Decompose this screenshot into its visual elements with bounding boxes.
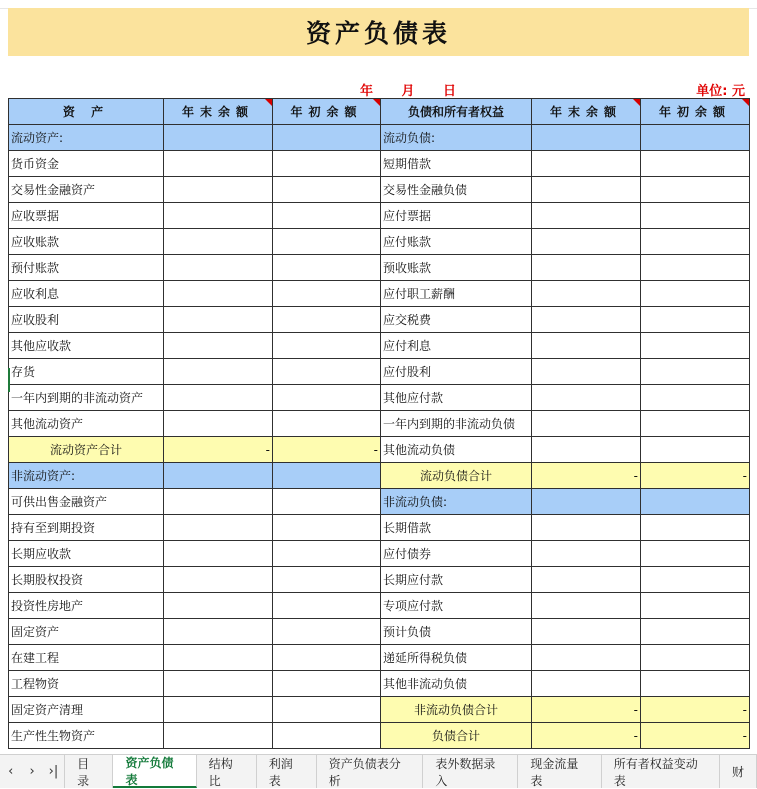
asset-label-cell[interactable]: 其他流动资产 bbox=[9, 411, 164, 437]
asset-begin-cell[interactable] bbox=[273, 359, 381, 385]
liability-end-cell[interactable] bbox=[532, 567, 641, 593]
asset-begin-cell[interactable] bbox=[273, 385, 381, 411]
liability-begin-cell[interactable] bbox=[641, 125, 750, 151]
liability-label-cell[interactable]: 递延所得税负债 bbox=[381, 645, 532, 671]
comment-indicator-icon[interactable] bbox=[633, 99, 640, 106]
asset-begin-cell[interactable] bbox=[273, 333, 381, 359]
asset-label-cell[interactable]: 应收账款 bbox=[9, 229, 164, 255]
liability-label-cell[interactable]: 应付股利 bbox=[381, 359, 532, 385]
asset-end-cell[interactable] bbox=[164, 255, 273, 281]
tab-overflow[interactable]: 财 bbox=[720, 755, 757, 788]
liability-end-cell[interactable] bbox=[532, 671, 641, 697]
liability-begin-cell[interactable] bbox=[641, 619, 750, 645]
liability-label-cell[interactable]: 其他应付款 bbox=[381, 385, 532, 411]
asset-end-cell[interactable] bbox=[164, 333, 273, 359]
liability-end-cell[interactable]: - bbox=[532, 723, 641, 749]
asset-end-cell[interactable] bbox=[164, 307, 273, 333]
table-row bbox=[9, 463, 750, 489]
asset-label-cell[interactable]: 预付账款 bbox=[9, 255, 164, 281]
asset-end-cell[interactable] bbox=[164, 697, 273, 723]
asset-end-cell[interactable] bbox=[164, 567, 273, 593]
sheet-tab-bar bbox=[0, 754, 757, 788]
liability-label-cell[interactable]: 长期应付款 bbox=[381, 567, 532, 593]
asset-label-cell[interactable]: 在建工程 bbox=[9, 645, 164, 671]
asset-label-cell[interactable]: 长期应收款 bbox=[9, 541, 164, 567]
liability-end-cell[interactable] bbox=[532, 593, 641, 619]
header-liability: 负债和所有者权益 bbox=[381, 99, 532, 125]
liability-begin-cell[interactable] bbox=[641, 489, 750, 515]
asset-begin-cell[interactable] bbox=[273, 723, 381, 749]
liability-end-cell[interactable] bbox=[532, 489, 641, 515]
liability-label-cell[interactable]: 非流动负债合计 bbox=[381, 697, 532, 723]
liability-label-cell[interactable]: 交易性金融负债 bbox=[381, 177, 532, 203]
asset-end-cell[interactable] bbox=[164, 645, 273, 671]
last-sheet-icon[interactable]: ›| bbox=[48, 764, 59, 779]
asset-end-cell[interactable] bbox=[164, 671, 273, 697]
asset-end-cell[interactable] bbox=[164, 359, 273, 385]
table-row bbox=[9, 281, 750, 307]
asset-end-cell[interactable] bbox=[164, 489, 273, 515]
table-row bbox=[9, 203, 750, 229]
liability-label-cell[interactable]: 专项应付款 bbox=[381, 593, 532, 619]
asset-label-cell[interactable]: 交易性金融资产 bbox=[9, 177, 164, 203]
tab-equity-changes[interactable]: 所有者权益变动表 bbox=[602, 755, 720, 788]
liability-label-cell[interactable]: 其他非流动负债 bbox=[381, 671, 532, 697]
table-row bbox=[9, 151, 750, 177]
asset-begin-cell[interactable] bbox=[273, 619, 381, 645]
liability-end-cell[interactable] bbox=[532, 619, 641, 645]
tab-contents[interactable]: 目录 bbox=[64, 755, 113, 788]
liability-label-cell[interactable]: 应付账款 bbox=[381, 229, 532, 255]
liability-end-cell[interactable] bbox=[532, 541, 641, 567]
asset-begin-cell[interactable] bbox=[273, 671, 381, 697]
liability-begin-cell[interactable] bbox=[641, 671, 750, 697]
header-asset: 资 产 bbox=[9, 99, 164, 125]
asset-label-cell[interactable]: 一年内到期的非流动资产 bbox=[9, 385, 164, 411]
liability-end-cell[interactable] bbox=[532, 255, 641, 281]
asset-end-cell[interactable] bbox=[164, 203, 273, 229]
liability-end-cell[interactable] bbox=[532, 281, 641, 307]
liability-begin-cell[interactable] bbox=[641, 645, 750, 671]
liability-begin-cell[interactable]: - bbox=[641, 697, 750, 723]
asset-label-cell[interactable]: 可供出售金融资产 bbox=[9, 489, 164, 515]
asset-label-cell[interactable]: 长期股权投资 bbox=[9, 567, 164, 593]
asset-label-cell[interactable]: 固定资产清理 bbox=[9, 697, 164, 723]
liability-label-cell[interactable]: 预收账款 bbox=[381, 255, 532, 281]
liability-end-cell[interactable]: - bbox=[532, 697, 641, 723]
asset-label-cell[interactable]: 工程物资 bbox=[9, 671, 164, 697]
table-row bbox=[9, 385, 750, 411]
liability-end-cell[interactable] bbox=[532, 359, 641, 385]
asset-label-cell[interactable]: 生产性生物资产 bbox=[9, 723, 164, 749]
tab-balance-sheet[interactable]: 资产负债表 bbox=[113, 755, 196, 788]
asset-label-cell[interactable]: 应收利息 bbox=[9, 281, 164, 307]
header-begin-balance: 年初余额 bbox=[273, 99, 381, 125]
asset-label-cell[interactable]: 存货 bbox=[9, 359, 164, 385]
liability-begin-cell[interactable] bbox=[641, 203, 750, 229]
liability-begin-cell[interactable] bbox=[641, 307, 750, 333]
spreadsheet-area[interactable] bbox=[0, 8, 757, 754]
asset-end-cell[interactable]: - bbox=[164, 437, 273, 463]
liability-end-cell[interactable] bbox=[532, 333, 641, 359]
liability-begin-cell[interactable] bbox=[641, 359, 750, 385]
asset-begin-cell[interactable] bbox=[273, 177, 381, 203]
sheet-title: 资产负债表 bbox=[8, 8, 749, 56]
liability-begin-cell[interactable] bbox=[641, 177, 750, 203]
liability-label-cell[interactable]: 流动负债合计 bbox=[381, 463, 532, 489]
liability-end-cell[interactable] bbox=[532, 151, 641, 177]
asset-end-cell[interactable] bbox=[164, 515, 273, 541]
asset-begin-cell[interactable] bbox=[273, 515, 381, 541]
asset-label-cell[interactable]: 持有至到期投资 bbox=[9, 515, 164, 541]
balance-sheet-table bbox=[8, 98, 750, 749]
liability-begin-cell[interactable] bbox=[641, 515, 750, 541]
liability-begin-cell[interactable] bbox=[641, 229, 750, 255]
asset-end-cell[interactable] bbox=[164, 463, 273, 489]
liability-begin-cell[interactable] bbox=[641, 437, 750, 463]
table-row bbox=[9, 255, 750, 281]
table-row bbox=[9, 671, 750, 697]
liability-label-cell[interactable]: 其他流动负债 bbox=[381, 437, 532, 463]
liability-label-cell[interactable]: 应付债券 bbox=[381, 541, 532, 567]
asset-end-cell[interactable] bbox=[164, 229, 273, 255]
asset-end-cell[interactable] bbox=[164, 281, 273, 307]
next-sheet-icon[interactable]: › bbox=[29, 764, 35, 779]
asset-begin-cell[interactable] bbox=[273, 411, 381, 437]
table-row bbox=[9, 593, 750, 619]
asset-begin-cell[interactable] bbox=[273, 281, 381, 307]
liability-end-cell[interactable] bbox=[532, 203, 641, 229]
comment-indicator-icon[interactable] bbox=[265, 99, 272, 106]
active-cell-indicator bbox=[8, 368, 10, 392]
asset-end-cell[interactable] bbox=[164, 385, 273, 411]
asset-begin-cell[interactable] bbox=[273, 307, 381, 333]
asset-begin-cell[interactable] bbox=[273, 489, 381, 515]
tab-balance-analysis[interactable]: 资产负债表分析 bbox=[317, 755, 424, 788]
asset-label-cell[interactable]: 流动资产: bbox=[9, 125, 164, 151]
table-row bbox=[9, 567, 750, 593]
date-label: 年 月 日 bbox=[360, 84, 469, 99]
asset-begin-cell[interactable] bbox=[273, 203, 381, 229]
asset-begin-cell[interactable] bbox=[273, 255, 381, 281]
liability-end-cell[interactable] bbox=[532, 229, 641, 255]
asset-begin-cell[interactable] bbox=[273, 567, 381, 593]
header-begin-balance-2: 年初余额 bbox=[641, 99, 750, 125]
liability-end-cell[interactable] bbox=[532, 385, 641, 411]
asset-begin-cell[interactable] bbox=[273, 645, 381, 671]
header-end-balance-2: 年末余额 bbox=[532, 99, 641, 125]
table-row bbox=[9, 125, 750, 151]
asset-end-cell[interactable] bbox=[164, 723, 273, 749]
asset-label-cell[interactable]: 固定资产 bbox=[9, 619, 164, 645]
asset-label-cell[interactable]: 应收股利 bbox=[9, 307, 164, 333]
liability-begin-cell[interactable] bbox=[641, 411, 750, 437]
table-row bbox=[9, 697, 750, 723]
liability-label-cell[interactable]: 应交税费 bbox=[381, 307, 532, 333]
table-row bbox=[9, 541, 750, 567]
asset-label-cell[interactable]: 应收票据 bbox=[9, 203, 164, 229]
liability-label-cell[interactable]: 应付利息 bbox=[381, 333, 532, 359]
liability-end-cell[interactable] bbox=[532, 125, 641, 151]
table-row bbox=[9, 359, 750, 385]
comment-indicator-icon[interactable] bbox=[373, 99, 380, 106]
asset-label-cell[interactable]: 其他应收款 bbox=[9, 333, 164, 359]
liability-label-cell[interactable]: 一年内到期的非流动负债 bbox=[381, 411, 532, 437]
liability-label-cell[interactable]: 负债合计 bbox=[381, 723, 532, 749]
tab-cash-flow[interactable]: 现金流量表 bbox=[518, 755, 601, 788]
asset-label-cell[interactable]: 流动资产合计 bbox=[9, 437, 164, 463]
table-row bbox=[9, 437, 750, 463]
table-row bbox=[9, 333, 750, 359]
asset-end-cell[interactable] bbox=[164, 541, 273, 567]
comment-indicator-icon[interactable] bbox=[742, 99, 749, 106]
asset-begin-cell[interactable] bbox=[273, 229, 381, 255]
asset-label-cell[interactable]: 货币资金 bbox=[9, 151, 164, 177]
asset-end-cell[interactable] bbox=[164, 593, 273, 619]
asset-label-cell[interactable]: 投资性房地产 bbox=[9, 593, 164, 619]
liability-label-cell[interactable]: 短期借款 bbox=[381, 151, 532, 177]
liability-begin-cell[interactable] bbox=[641, 567, 750, 593]
asset-begin-cell[interactable] bbox=[273, 541, 381, 567]
liability-label-cell[interactable]: 长期借款 bbox=[381, 515, 532, 541]
asset-begin-cell[interactable] bbox=[273, 125, 381, 151]
liability-begin-cell[interactable] bbox=[641, 255, 750, 281]
liability-label-cell[interactable]: 流动负债: bbox=[381, 125, 532, 151]
liability-end-cell[interactable]: - bbox=[532, 463, 641, 489]
table-row bbox=[9, 723, 750, 749]
asset-begin-cell[interactable] bbox=[273, 151, 381, 177]
asset-end-cell[interactable] bbox=[164, 619, 273, 645]
unit-label: 单位: 元 bbox=[696, 84, 745, 99]
table-row bbox=[9, 489, 750, 515]
liability-end-cell[interactable] bbox=[532, 177, 641, 203]
liability-label-cell[interactable]: 应付票据 bbox=[381, 203, 532, 229]
liability-label-cell[interactable]: 预计负债 bbox=[381, 619, 532, 645]
tab-income-statement[interactable]: 利润表 bbox=[257, 755, 317, 788]
prev-sheet-icon[interactable]: ‹ bbox=[8, 764, 14, 779]
liability-end-cell[interactable] bbox=[532, 437, 641, 463]
asset-end-cell[interactable] bbox=[164, 411, 273, 437]
table-row bbox=[9, 307, 750, 333]
liability-end-cell[interactable] bbox=[532, 411, 641, 437]
tab-offsheet-input[interactable]: 表外数据录入 bbox=[423, 755, 518, 788]
liability-begin-cell[interactable] bbox=[641, 151, 750, 177]
header-end-balance: 年末余额 bbox=[164, 99, 273, 125]
liability-begin-cell[interactable] bbox=[641, 333, 750, 359]
table-row bbox=[9, 619, 750, 645]
liability-begin-cell[interactable] bbox=[641, 385, 750, 411]
liability-begin-cell[interactable] bbox=[641, 541, 750, 567]
asset-label-cell[interactable]: 非流动资产: bbox=[9, 463, 164, 489]
liability-label-cell[interactable]: 应付职工薪酬 bbox=[381, 281, 532, 307]
asset-begin-cell[interactable]: - bbox=[273, 437, 381, 463]
table-row bbox=[9, 229, 750, 255]
table-row bbox=[9, 515, 750, 541]
liability-begin-cell[interactable] bbox=[641, 593, 750, 619]
liability-begin-cell[interactable] bbox=[641, 281, 750, 307]
table-header-row bbox=[9, 99, 750, 125]
asset-begin-cell[interactable] bbox=[273, 697, 381, 723]
tab-structure-ratio[interactable]: 结构比 bbox=[197, 755, 257, 788]
asset-end-cell[interactable] bbox=[164, 125, 273, 151]
asset-begin-cell[interactable] bbox=[273, 463, 381, 489]
liability-end-cell[interactable] bbox=[532, 307, 641, 333]
table-row bbox=[9, 411, 750, 437]
asset-begin-cell[interactable] bbox=[273, 593, 381, 619]
liability-begin-cell[interactable]: - bbox=[641, 463, 750, 489]
table-row bbox=[9, 645, 750, 671]
liability-begin-cell[interactable]: - bbox=[641, 723, 750, 749]
asset-end-cell[interactable] bbox=[164, 151, 273, 177]
liability-end-cell[interactable] bbox=[532, 645, 641, 671]
liability-label-cell[interactable]: 非流动负债: bbox=[381, 489, 532, 515]
liability-end-cell[interactable] bbox=[532, 515, 641, 541]
asset-end-cell[interactable] bbox=[164, 177, 273, 203]
table-row bbox=[9, 177, 750, 203]
